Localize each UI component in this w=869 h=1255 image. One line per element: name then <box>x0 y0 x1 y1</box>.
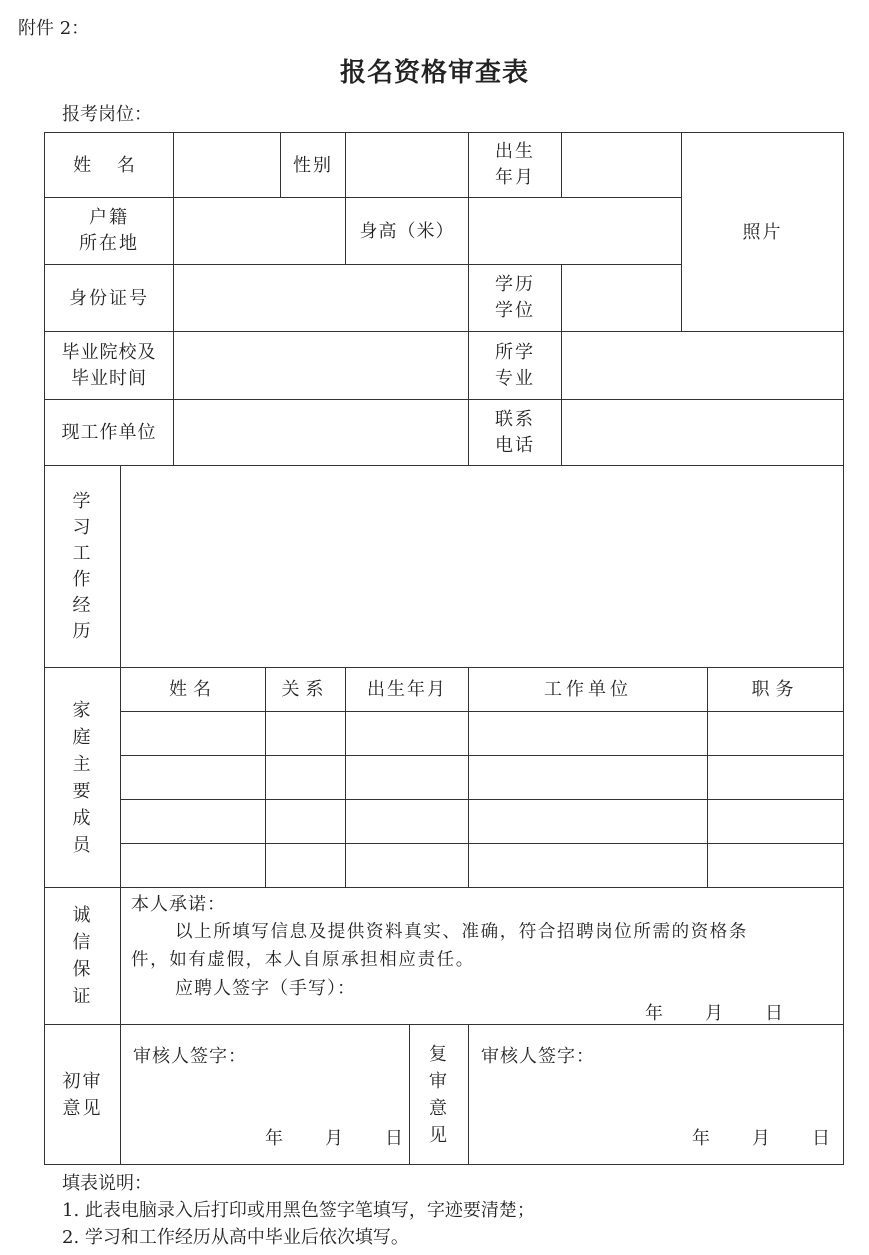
family-header-birth: 出生年月 <box>367 679 447 700</box>
employer-value[interactable] <box>174 400 468 465</box>
employer-label: 现工作单位 <box>61 422 157 443</box>
table-row[interactable] <box>121 800 843 843</box>
family-label: 家 庭 主 要 成 员 <box>72 699 93 856</box>
family-header-name: 姓名 <box>169 679 217 700</box>
family-header-employer: 工作单位 <box>544 679 632 700</box>
hukou-label: 户籍 所在地 <box>79 207 139 254</box>
instruction-item: 2. 学习和工作经历从高中毕业后依次填写。 <box>62 1227 409 1248</box>
hukou-value[interactable] <box>174 198 345 264</box>
promise-line-1: 以上所填写信息及提供资料真实、准确，符合招聘岗位所需的资格条 <box>175 922 748 942</box>
integrity-label: 诚 信 保 证 <box>72 905 93 1007</box>
initial-reviewer-label: 审核人签字： <box>133 1046 247 1067</box>
initial-review-date: 年 月 日 <box>265 1128 405 1149</box>
instructions <box>62 1170 535 1251</box>
family-rows <box>121 712 843 887</box>
photo-box[interactable]: 照片 <box>742 221 783 243</box>
name-value[interactable] <box>174 133 280 197</box>
height-value[interactable] <box>469 198 681 264</box>
school-value[interactable] <box>174 332 468 399</box>
attachment-label: 附件 2： <box>18 18 90 39</box>
post-label: 报考岗位： <box>62 104 152 125</box>
phone-label: 联系 电话 <box>495 408 535 456</box>
birth-value[interactable] <box>562 133 681 197</box>
table-row[interactable] <box>121 712 843 755</box>
education-label: 学历 学位 <box>495 274 535 321</box>
second-review-date: 年 月 日 <box>692 1128 832 1149</box>
promise-title: 本人承诺： <box>131 894 226 915</box>
second-reviewer-label: 审核人签字： <box>481 1046 595 1067</box>
major-value[interactable] <box>562 332 843 399</box>
second-review-label: 复 审 意 见 <box>429 1043 449 1146</box>
promise-line-2: 件，如有虚假，本人自原承担相应责任。 <box>131 950 475 970</box>
education-value[interactable] <box>562 265 681 331</box>
gender-label: 性别 <box>293 154 333 176</box>
resume-value[interactable] <box>121 466 843 667</box>
table-row[interactable] <box>121 844 843 887</box>
major-label: 所学 专业 <box>495 341 535 389</box>
school-label: 毕业院校及 毕业时间 <box>61 341 157 389</box>
name-label: 姓 名 <box>73 154 145 176</box>
resume-label: 学 习 工 作 经 历 <box>72 490 93 642</box>
family-header-relation: 关系 <box>281 679 330 700</box>
applicant-signature-label: 应聘人签字（手写）： <box>175 978 356 999</box>
instruction-item: 1. 此表电脑录入后打印或用黑色签字笔填写，字迹要清楚； <box>62 1200 535 1221</box>
family-header-position: 职务 <box>751 679 800 700</box>
form-title: 报名资格审查表 <box>339 58 529 88</box>
table-row[interactable] <box>121 756 843 799</box>
birth-label: 出生 年月 <box>495 141 535 188</box>
integrity-date: 年 月 日 <box>645 1003 785 1024</box>
phone-value[interactable] <box>562 400 843 465</box>
id-number-value[interactable] <box>174 265 468 331</box>
initial-review-label: 初审 意见 <box>62 1070 103 1119</box>
height-label: 身高（米） <box>359 220 455 242</box>
id-number-label: 身份证号 <box>69 287 149 309</box>
instructions-title: 填表说明： <box>62 1173 152 1194</box>
gender-value[interactable] <box>346 133 468 197</box>
